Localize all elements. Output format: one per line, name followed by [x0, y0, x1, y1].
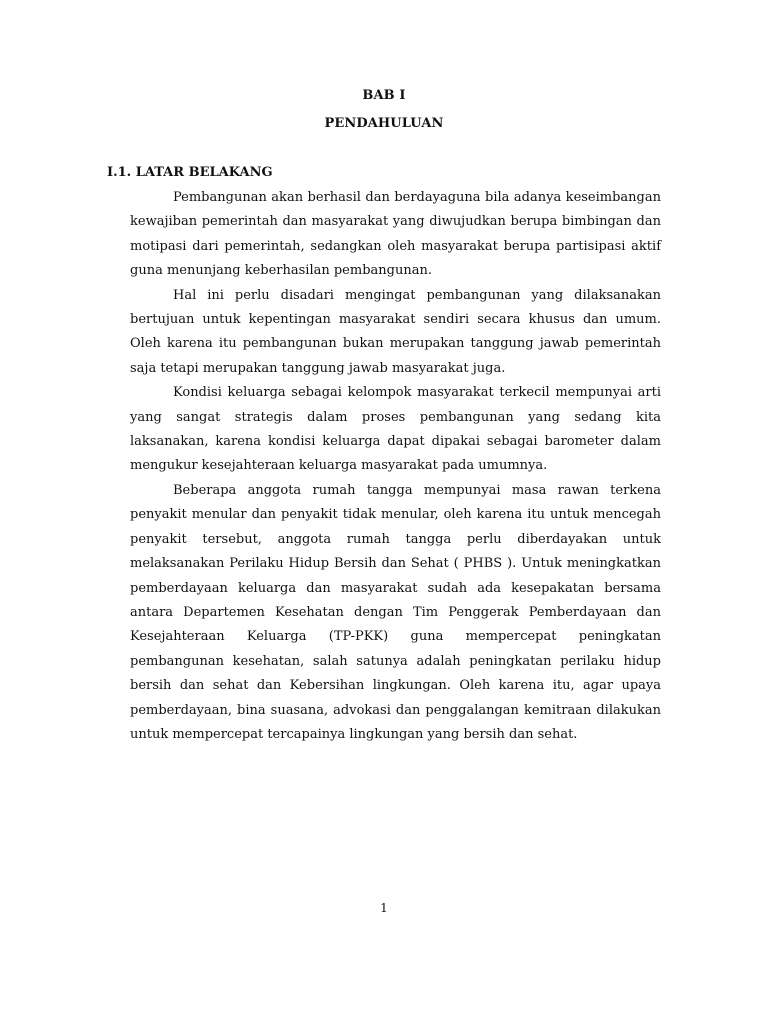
paragraph: Kondisi keluarga sebagai kelompok masyarakat terkecil mempunyai arti yang sangat strategis dalam proses pembangunan yang sedang kita laksanakan, karena kondisi keluarga dapat dipakai sebagai barometer dalam mengukur kesejahteraan keluarga masyarakat pada umumnya.: [130, 385, 661, 474]
paragraph: Hal ini perlu disadari mengingat pembangunan yang dilaksanakan bertujuan untuk kepentingan masyarakat sendiri secara khusus dan umum. Oleh karena itu pembangunan bukan merupakan tanggung jawab pemerintah saja tetapi merupakan tanggung jawab masyarakat juga.: [130, 287, 661, 376]
body-text: [130, 186, 661, 747]
paragraph: Pembangunan akan berhasil dan berdayaguna bila adanya keseimbangan kewajiban pemerintah dan masyarakat yang diwujudkan berupa bimbingan dan motipasi dari pemerintah, sedangkan oleh masyarakat berupa partisipasi aktif guna menunjang keberhasilan pembangunan.: [130, 190, 661, 279]
chapter-number: BAB I: [362, 88, 406, 103]
chapter-title: PENDAHULUAN: [324, 116, 444, 131]
paragraph: Beberapa anggota rumah tangga mempunyai masa rawan terkena penyakit menular dan penyakit tidak menular, oleh karena itu untuk mencegah penyakit tersebut, anggota rumah tangga perlu diberdayakan untuk melaksanakan Perilaku Hidup Bersih dan Sehat ( PHBS ). Untuk meningkatkan pemberdayaan keluarga dan masyarakat sudah ada kesepakatan bersama antara Departemen Kesehatan dengan Tim Penggerak Pemberdayaan dan Kesejahteraan Keluarga (TP-PKK) guna mempercepat peningkatan pembangunan kesehatan, salah satunya adalah peningkatan perilaku hidup bersih dan sehat dan Kebersihan lingkungan. Oleh karena itu, agar upaya pemberdayaan, bina suasana, advokasi dan penggalangan kemitraan dilakukan untuk mempercepat tercapainya lingkungan yang bersih dan sehat.: [130, 482, 661, 742]
page-number: 1: [380, 901, 388, 915]
section-heading: I.1. LATAR BELAKANG: [107, 165, 273, 180]
